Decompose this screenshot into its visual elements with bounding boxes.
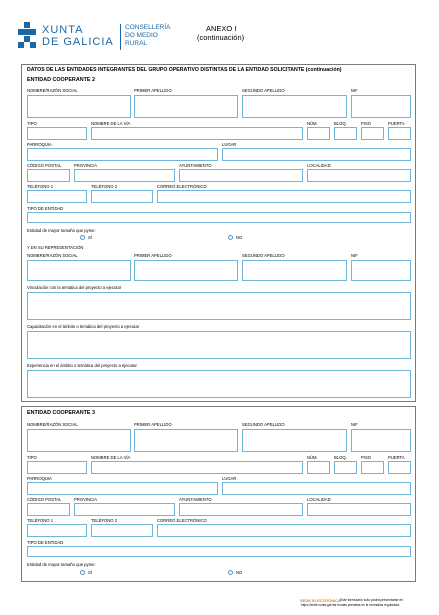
input-provincia[interactable]: [74, 169, 175, 182]
label-rep-nombre: NOMBRE/RAZÓN SOCIAL: [27, 253, 78, 258]
label-representacion: Y EN SU REPRESENTACIÓN: [27, 245, 84, 250]
conselleria-line3: RURAL: [125, 40, 148, 47]
label-vinculacion: Vinculación con la temática del proyecto a ejecutar: [27, 285, 122, 290]
logo-text-line2: DE GALICIA: [42, 36, 114, 48]
label-rep-segundo-apellido: SEGUNDO APELLIDO: [242, 253, 285, 258]
label-piso-3: PISO: [361, 455, 372, 460]
input-nombre-3[interactable]: [27, 429, 131, 452]
input-segundo-apellido-3[interactable]: [242, 429, 347, 452]
label-telefono1: TELÉFONO 1: [27, 184, 54, 189]
label-no-3: NO: [236, 570, 243, 575]
label-parroquia-3: PARROQUIA: [27, 476, 52, 481]
label-lugar: LUGAR: [222, 142, 237, 147]
input-ayuntamiento[interactable]: [179, 169, 303, 182]
logo-divider: [120, 24, 121, 50]
input-nombre-via[interactable]: [91, 127, 303, 140]
label-telefono2: TELÉFONO 2: [91, 184, 118, 189]
input-tipo-entidad-3[interactable]: [27, 546, 411, 557]
input-nombre-via-3[interactable]: [91, 461, 303, 474]
xunta-logo-icon: [16, 22, 38, 48]
label-parroquia: PARROQUIA: [27, 142, 52, 147]
section-title: DATOS DE LAS ENTIDADES INTEGRANTES DEL GRUPO OPERATIVO DISTINTAS DE LA ENTIDAD SOLICITANTE (continuación): [27, 67, 342, 73]
input-telefono2[interactable]: [91, 190, 153, 203]
input-puerta[interactable]: [388, 127, 411, 140]
input-parroquia[interactable]: [27, 148, 218, 161]
conselleria-line2: DO MEDIO: [125, 32, 158, 39]
label-num-3: NÚM.: [307, 455, 318, 460]
input-telefono1[interactable]: [27, 190, 87, 203]
label-tipo-entidad: TIPO DE ENTIDAD: [27, 206, 64, 211]
input-tipo-3[interactable]: [27, 461, 87, 474]
input-bloq[interactable]: [334, 127, 357, 140]
label-puerta: PUERTA: [388, 121, 405, 126]
label-nombre-via: NOMBRE DE LA VÍA: [91, 121, 131, 126]
label-piso: PISO: [361, 121, 372, 126]
input-codigo-postal-3[interactable]: [27, 503, 70, 516]
label-provincia: PROVINCIA: [74, 163, 98, 168]
input-correo[interactable]: [157, 190, 411, 203]
label-codigo-postal: CÓDIGO POSTAL: [27, 163, 62, 168]
input-lugar[interactable]: [222, 148, 411, 161]
radio-pyme-si-3[interactable]: [80, 570, 85, 575]
label-telefono2-3: TELÉFONO 2: [91, 518, 118, 523]
label-tipo-3: TIPO: [27, 455, 37, 460]
input-localidad-3[interactable]: [307, 503, 411, 516]
label-ayuntamiento: AYUNTAMIENTO: [179, 163, 212, 168]
label-primer-apellido: PRIMER APELLIDO: [134, 88, 172, 93]
label-rep-nif: NIF: [351, 253, 358, 258]
radio-pyme-no-3[interactable]: [228, 570, 233, 575]
input-puerta-3[interactable]: [388, 461, 411, 474]
label-nombre-via-3: NOMBRE DE LA VÍA: [91, 455, 131, 460]
input-rep-nombre[interactable]: [27, 260, 131, 281]
label-segundo-apellido: SEGUNDO APELLIDO: [242, 88, 285, 93]
textarea-vinculacion[interactable]: [27, 292, 411, 320]
label-capacitacion: Capacitación en el ámbito o temática del proyecto a ejecutar: [27, 324, 140, 329]
label-codigo-postal-3: CÓDIGO POSTAL: [27, 497, 62, 502]
annex-title: ANEXO I: [206, 24, 237, 33]
sede-electronica-badge[interactable]: SEDE ELECTRÓNICA: [300, 598, 341, 603]
label-num: NÚM.: [307, 121, 318, 126]
label-pyme: Entidad de mayor tamaño que pyme:: [27, 228, 96, 233]
label-nombre: NOMBRE/RAZÓN SOCIAL: [27, 88, 78, 93]
label-bloq-3: BLOQ.: [334, 455, 347, 460]
label-si: SÍ: [88, 235, 92, 240]
label-localidad: LOCALIDAD: [307, 163, 331, 168]
label-correo: CORREO ELECTRÓNICO: [157, 184, 207, 189]
radio-pyme-si[interactable]: [80, 235, 85, 240]
label-nif: NIF: [351, 88, 358, 93]
label-rep-primer-apellido: PRIMER APELLIDO: [134, 253, 172, 258]
input-primer-apellido-3[interactable]: [134, 429, 238, 452]
input-rep-segundo-apellido[interactable]: [242, 260, 347, 281]
input-telefono2-3[interactable]: [91, 524, 153, 537]
annex-subtitle: (continuación): [197, 33, 245, 42]
label-segundo-apellido-3: SEGUNDO APELLIDO: [242, 422, 285, 427]
input-provincia-3[interactable]: [74, 503, 175, 516]
label-pyme-3: Entidad de mayor tamaño que pyme:: [27, 562, 96, 567]
label-primer-apellido-3: PRIMER APELLIDO: [134, 422, 172, 427]
input-localidad[interactable]: [307, 169, 411, 182]
textarea-capacitacion[interactable]: [27, 331, 411, 359]
label-correo-3: CORREO ELECTRÓNICO: [157, 518, 207, 523]
input-lugar-3[interactable]: [222, 482, 411, 495]
label-localidad-3: LOCALIDAD: [307, 497, 331, 502]
label-bloq: BLOQ.: [334, 121, 347, 126]
footer-note-line1: Este formulario solo podrá presentarse en: [340, 598, 404, 602]
input-bloq-3[interactable]: [334, 461, 357, 474]
textarea-experiencia[interactable]: [27, 370, 411, 398]
input-rep-primer-apellido[interactable]: [134, 260, 238, 281]
input-nombre[interactable]: [27, 95, 131, 118]
input-num[interactable]: [307, 127, 330, 140]
label-tipo-entidad-3: TIPO DE ENTIDAD: [27, 540, 64, 545]
input-piso-3[interactable]: [361, 461, 384, 474]
logo-text-line1: XUNTA: [42, 24, 84, 36]
input-tipo[interactable]: [27, 127, 87, 140]
footer-note-line2: https://sede.xunta.gal las formas previstas en la normativa reguladora: [301, 602, 400, 607]
radio-pyme-no[interactable]: [228, 235, 233, 240]
label-si-3: SÍ: [88, 570, 92, 575]
input-segundo-apellido[interactable]: [242, 95, 347, 118]
input-tipo-entidad[interactable]: [27, 212, 411, 223]
input-correo-3[interactable]: [157, 524, 411, 537]
conselleria-line1: CONSELLERÍA: [125, 24, 171, 31]
input-parroquia-3[interactable]: [27, 482, 218, 495]
label-telefono1-3: TELÉFONO 1: [27, 518, 54, 523]
label-ayuntamiento-3: AYUNTAMIENTO: [179, 497, 212, 502]
label-no: NO: [236, 235, 243, 240]
label-nif-3: NIF: [351, 422, 358, 427]
label-experiencia: Experiencia en el ámbito o temática del proyecto a ejecutar: [27, 363, 137, 368]
entity-title-2: ENTIDAD COOPERANTE 2: [27, 77, 95, 83]
input-piso[interactable]: [361, 127, 384, 140]
label-nombre-3: NOMBRE/RAZÓN SOCIAL: [27, 422, 78, 427]
label-puerta-3: PUERTA: [388, 455, 405, 460]
input-ayuntamiento-3[interactable]: [179, 503, 303, 516]
input-nif[interactable]: [351, 95, 411, 118]
label-lugar-3: LUGAR: [222, 476, 237, 481]
label-provincia-3: PROVINCIA: [74, 497, 98, 502]
entity-title-3: ENTIDAD COOPERANTE 3: [27, 410, 95, 416]
input-telefono1-3[interactable]: [27, 524, 87, 537]
input-num-3[interactable]: [307, 461, 330, 474]
input-nif-3[interactable]: [351, 429, 411, 452]
label-tipo: TIPO: [27, 121, 37, 126]
input-rep-nif[interactable]: [351, 260, 411, 281]
input-codigo-postal[interactable]: [27, 169, 70, 182]
input-primer-apellido[interactable]: [134, 95, 238, 118]
